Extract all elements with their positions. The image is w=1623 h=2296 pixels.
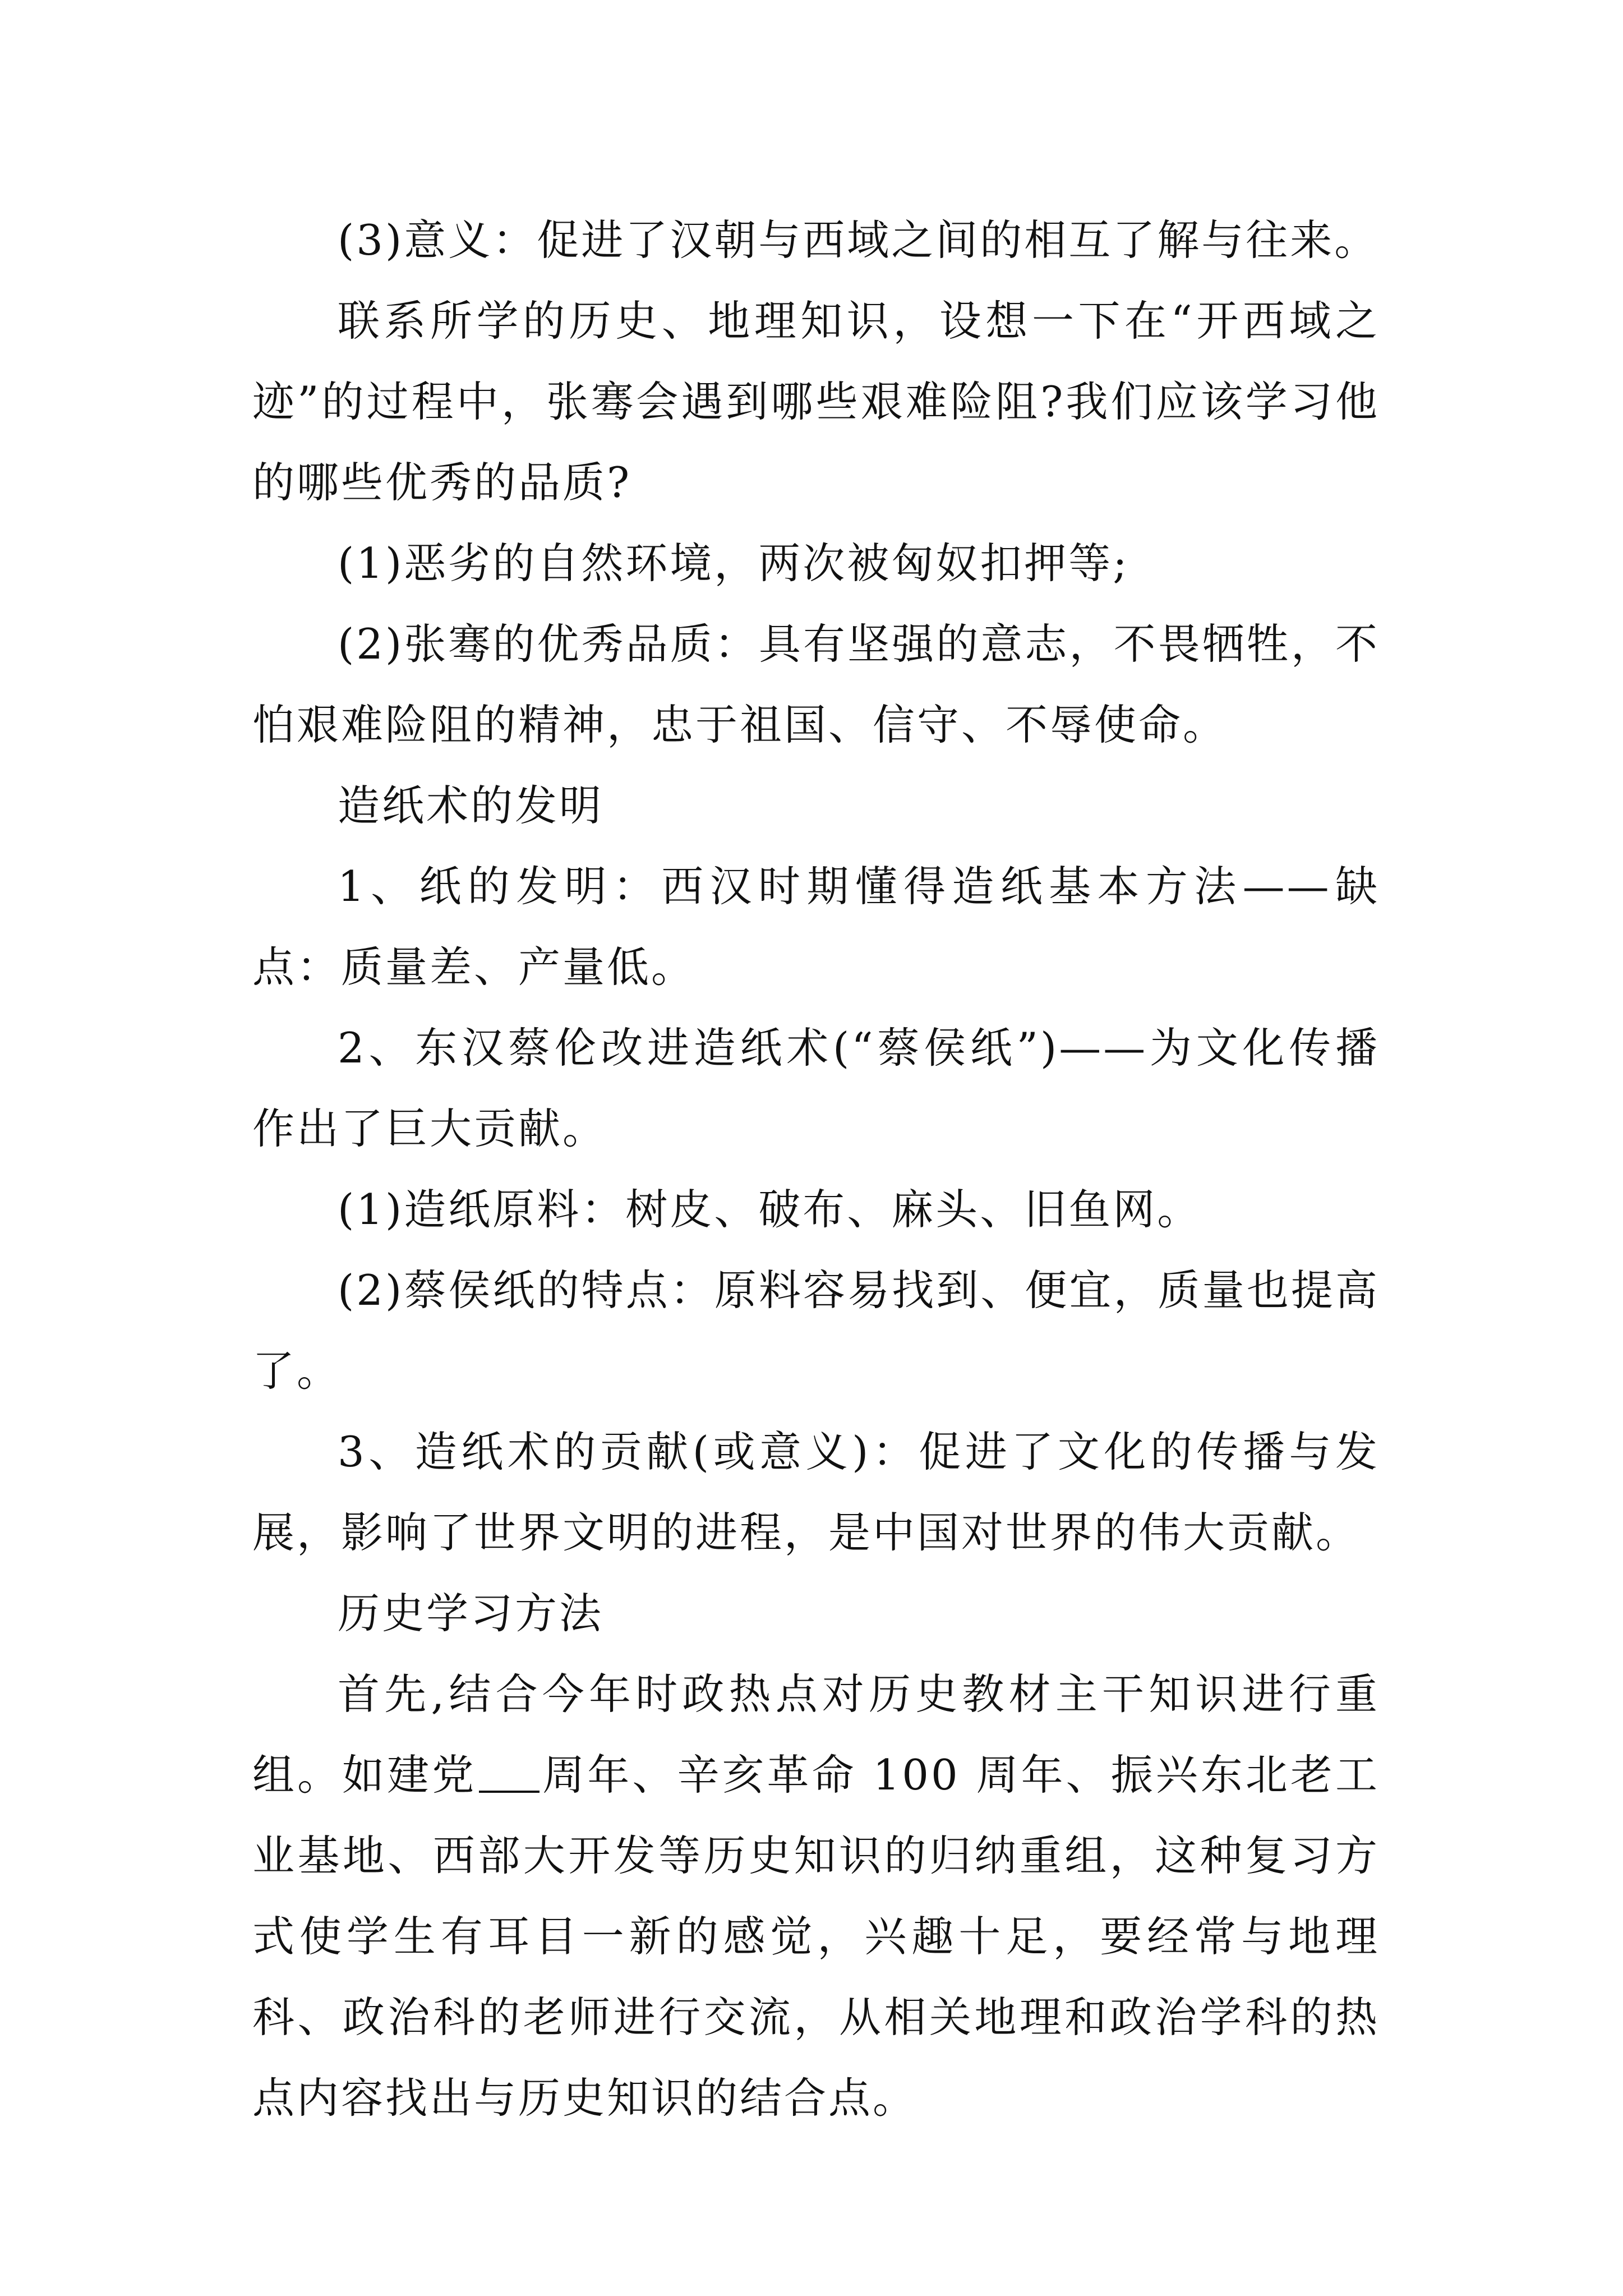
paragraph-materials: (1)造纸原料：树皮、破布、麻头、旧鱼网。 [338,1185,1202,1234]
paragraph-answer-1: (1)恶劣的自然环境，两次被匈奴扣押等; [338,539,1129,588]
method-text-after-blank: 周年、辛亥革命 100 周年、振兴东北老工业基地、西部大开发等历史知识的归纳重组，这种复习方式使学生有耳目一新的感觉，兴趣十足，要经常与地理科、政治科的老师进行交流，从相关地理和政治学科的热点内容找出与历史知识的结合点。 [252,1750,1380,2123]
paragraph-answer-2: (2)张骞的优秀品质：具有坚强的意志，不畏牺牲，不怕艰难险阻的精神，忠于祖国、信守、不辱使命。 [252,619,1380,749]
paragraph-contribution: 3、造纸术的贡献(或意义)：促进了文化的传播与发展，影响了世界文明的进程，是中国对世界的伟大贡献。 [252,1427,1380,1557]
paragraph-features: (2)蔡侯纸的特点：原料容易找到、便宜，质量也提高了。 [252,1266,1380,1396]
paragraph-cai-lun: 2、东汉蔡伦改进造纸术(“蔡侯纸”)——为文化传播作出了巨大贡献。 [252,1023,1380,1153]
section-heading-papermaking: 造纸术的发明 [338,781,604,830]
method-text-before-blank: 首先,结合今年时政热点对历史教材主干知识进行重组。如建党 [252,1669,1380,1800]
fill-in-blank [479,1751,540,1793]
paragraph-paper-invention: 1、纸的发明：西汉时期懂得造纸基本方法——缺点：质量差、产量低。 [252,862,1380,992]
paragraph-meaning: (3)意义：促进了汉朝与西域之间的相互了解与往来。 [338,215,1379,265]
section-heading-study-method: 历史学习方法 [338,1589,604,1638]
paragraph-question: 联系所学的历史、地理知识，设想一下在“开西域之迹”的过程中，张骞会遇到哪些艰难险阻?我们应该学习他的哪些优秀的品质? [252,296,1380,507]
paragraph-method [252,1654,1380,2138]
